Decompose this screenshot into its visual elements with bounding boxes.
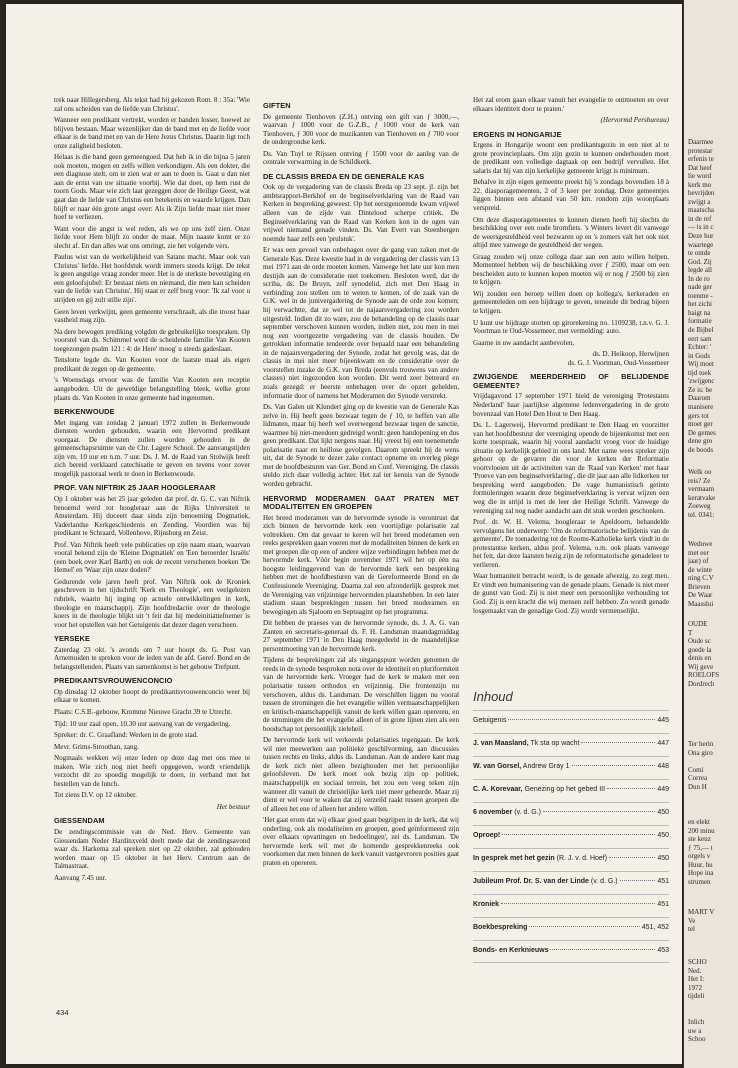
article-paragraph: 's Woensdags ervoor was de familie Van Kooten een receptie aangeboden. Uit de geweldige belangstelling bleek, welke grote plaats ds. Van Kooten in onze gemeente had ingenomen. <box>54 376 250 402</box>
adjacent-page-line: ƒ 75,— t <box>688 843 713 852</box>
article-heading: GIESSENDAM <box>54 816 105 826</box>
column-middle <box>263 96 459 870</box>
adjacent-page-line: dene gro <box>688 437 713 446</box>
adjacent-page-line: 1972 <box>688 983 702 992</box>
contents-list <box>473 710 669 963</box>
contents-entry <box>473 710 669 733</box>
article-paragraph: Waar humaniteit betracht wordt, is de genade afwezig, zo zegt men. Er vindt een humanisering van de genade plaats. Genade is niet meer de gunst van God. Zij is niet meer een persoonlijke verhouding tot God. Zij is een kracht die wij mensen zelf hebben. Zo wordt genade losgemaakt van de genadige God. Zij wordt vermenselijkt. <box>473 572 669 615</box>
adjacent-page-line: moet ger <box>688 420 713 429</box>
article-paragraph: Spreker: dr. C. Graafland: Werken in de grote stad. <box>54 731 199 740</box>
adjacent-page-line: keratvake <box>688 493 716 502</box>
adjacent-page-line: in Gods <box>688 351 710 360</box>
adjacent-page-line: Echter: ' <box>688 343 712 352</box>
contents-entry-label: Andrew Gray 1 <box>521 763 570 770</box>
contents-entry-title <box>473 740 579 747</box>
adjacent-page-line: tijd toek <box>688 368 712 377</box>
adjacent-page-line: Welk oo <box>688 468 712 476</box>
adjacent-page-line: ROELOFS <box>688 671 720 680</box>
article-paragraph: Wij zouden een beroep willen doen op kollega's, kerkeraden en gemeenteleden om een bijdrage te geven, teneinde dit bedrag bijeen te krijgen. <box>473 289 669 316</box>
contents-leader-dots <box>572 765 656 766</box>
contents-entry-label: Genezing op het gebed III <box>522 786 606 793</box>
contents-entry <box>473 756 669 779</box>
article-paragraph: Om deze diasporagemeentes te kunnen dienen heeft hij slechts de beschikking over een oude bromfiets. 's Winters levert dit vanwege de weersgesteldheid veel bezwaren op en 's zomers valt het ook niet altijd mee vanwege de gesteldheid der wegen. <box>473 215 669 250</box>
contents-entry-title <box>473 717 506 724</box>
adjacent-page-line: Correa <box>688 774 708 783</box>
article-paragraph: Plaats: C.S.B.-gebouw, Kromme Nieuwe Gracht 39 te Utrecht. <box>54 708 233 716</box>
adjacent-page-text-block <box>684 540 738 608</box>
contents-entry <box>473 871 669 894</box>
adjacent-page-text-block <box>684 1018 738 1044</box>
adjacent-page-line: haigt na <box>688 308 711 317</box>
article-paragraph: Aanvang 7.45 uur. <box>54 873 107 882</box>
adjacent-page-line: de boods <box>688 445 714 454</box>
contents-entry <box>473 733 669 756</box>
article-paragraph: trek naar Hillegersberg. Als tekst had hij gekozen Rom. 8 : 35a: 'Wie zal ons scheiden van de liefde van Christus'. <box>54 96 250 113</box>
contents-entry-title <box>473 763 570 770</box>
article-paragraph: Gedurende vele jaren heeft prof. Van Niftrik ook de Kroniek geschreven in het tijdschrift 'Kerk en Theologie', een veelgelezen rubriek, waarin hij inging op actuele ontwikkelingen in kerk, theologie en maatschappij. Zijn hoofdredactie over de theologie koers in de theologie blijkt uit 't feit dat hij medeinitiatiefnemer is voor het opstellen van het Getuigenis dat dezer dagen verscheen. <box>54 577 250 629</box>
article-paragraph: Het breed moderamen van de hervormde synode is verontrust dat zich binnen de hervormde kerk een voortijdige polarisatie zal voltrekken. Om dat gevaar te keren wil het breed moderamen een reeks gesprekken gaan voeren met de modaliteiten binnen de kerk en met groepen die op een of andere wijze verbindingen hebben met de hervormde kerk. Vóór begin november 1971 wil het op één na hoogste leidinggevend van de hervormde kerk een bespreking hebben met de hoofdbesturen van de Gereformeerde Bond en de Confessionele Vereniging. Daarna zal een afzonderlijk gesprek met de Vereniging van vrijzinnige hervormden plaatshebben. In een later stadium staan besprekingen tussen het breed moderamen en bewegingen als Sjaloom en Septuagint op het programma. <box>263 513 459 616</box>
adjacent-page-fragment <box>684 0 738 1068</box>
adjacent-page-line: Ter herin <box>688 740 714 748</box>
article-paragraph: Tot ziens D.V. op 12 oktober. <box>54 791 137 800</box>
adjacent-page-line: MART V <box>688 908 715 916</box>
adjacent-page-line: 200 minu <box>688 826 715 835</box>
contents-leader-dots <box>581 742 655 743</box>
contents-entry <box>473 825 669 848</box>
article-paragraph: Behalve in zijn eigen gemeente preekt hij 's zondags bovendien 18 à 22. diasporagemeenten, 2 of 3 keer per zondag. Deze gemeentjes liggen binnen een afstand van 50 km. rondom zijn woonplaats verspreid. <box>473 178 669 213</box>
article-heading: PREDIKANTSVROUWENCONCIO <box>54 676 173 686</box>
contents-entry-page: 451, 452 <box>641 924 669 931</box>
contents-leader-dots <box>620 880 656 881</box>
article-paragraph: Geen leven verkwijnt, geen gemeente verschraalt, als die troost haar vastheid mag zijn. <box>54 307 250 325</box>
adjacent-page-line: nade ger <box>688 283 712 292</box>
contents-entry-title <box>473 901 499 908</box>
contents-entry <box>473 917 669 940</box>
contents-entry-bold: Oproep! <box>473 832 501 839</box>
adjacent-page-line: en elekt <box>688 818 710 826</box>
adjacent-page-line: SCHO <box>688 958 707 966</box>
adjacent-page-line: Brieven <box>688 582 711 591</box>
article-paragraph: Prof. Van Niftrik heeft vele publicaties op zijn naam staan, waarvan vooral bekend zijn de 'Kleine Dogmatiek' en 'Een beroerder Israëls' (een boek over Karl Barth) en ook de recent verschenen boeken 'De Hemel' en 'Waar zijn onze doden?' <box>54 540 250 575</box>
contents-leader-dots <box>550 949 655 950</box>
adjacent-page-text-block <box>684 740 738 791</box>
adjacent-page-line: gers tot <box>688 411 709 420</box>
contents-leader-dots <box>607 788 655 789</box>
article-paragraph: Ook op de vergadering van de classis Breda op 23 sept. jl. zijn het ambtsrapport-Berkhof en de beginselverklaring van de Raad van Kerken in bespreking geweest. Op het eerstgenoemde kwam vrijwel alleen van de zijde van Dintelood scherpe critiek. De Beginselverklaring van de Raad van Kerken kon in de ogen van vrijwel niemand genade vinden. Ds. Van Evert van Steenbergen noemde haar zelfs een 'prulstuk'. <box>263 183 459 243</box>
adjacent-page-line: toenme - <box>688 291 713 300</box>
article-paragraph: Op 1 oktober was het 25 jaar geleden dat prof. dr. G. C. van Niftrik benoemd werd tot hoogleraar aan de Rijks Universiteit te Amsterdam. Hij doceert daar sinds zijn benoeming Dogmatiek, Vaderlandse Kerkgeschiedenis en Zending. Voordien was hij predikant te Schraard, Vollenhove, Rijnsburg en Zeist. <box>54 494 250 538</box>
article-heading: YERSEKE <box>54 634 91 644</box>
article-paragraph: Zaterdag 23 okt. 's avonds om 7 uur hoopt ds. G. Post van Arnemuiden te spreken voor de leden van de afd. Geref. Bond en de belangstellenden. Plaats van samenkomst is het gebouw Trefpunt. <box>54 645 250 671</box>
article-paragraph: 'Het gaat erom dat wij elkaar goed gaan begrijpen in de kerk, dat wij onderling, ook als modaliteiten en groepen, goed geïnformeerd zijn over elkaars opvattingen en bedoelingen', zei ds. Landsman. 'De hervormde kerk wil met de komende gesprekkenreeks ook voorkomen dat men binnen de kerk vanuit vastgevroren posities gaat praten en opereren. <box>263 816 459 867</box>
contents-entry-title <box>473 809 541 816</box>
contents-entry-label: (R. J. v. d. Hoef) <box>554 855 608 862</box>
article-signature: Het bestuur <box>216 802 250 811</box>
contents-entry-page: 453 <box>657 947 669 954</box>
article-paragraph: Want voor die angst is wel reden, als we op ons zelf zien. Onze liefde voor Hem blijft zo onder de maat. Mijn naaste komt er zo slecht af. En dan alles wat ons omringt, zie het volgende vers. <box>54 224 250 250</box>
adjacent-page-line: Ze is: be <box>688 385 713 394</box>
adjacent-page-line: Comi <box>688 765 704 774</box>
contents-entry-bold: 6 november <box>473 809 513 816</box>
article-paragraph: Gaarne in uw aandacht aanbevolen, <box>473 338 575 347</box>
adjacent-page-line: jaar) of <box>688 557 709 566</box>
article-heading: ERGENS IN HONGARIJE <box>473 129 562 139</box>
contents-entry-bold: Boekbespreking <box>473 924 528 931</box>
contents-entry-bold: C. A. Korevaar, <box>473 786 523 793</box>
article-paragraph: Op dinsdag 12 oktober hoopt de predikantsvrouwenconcio weer bij elkaar te komen. <box>54 687 250 705</box>
article-paragraph: De zendingscommissie van de Ned. Herv. Gemeente van Giessendam Neder Hardinxveld deelt mede dat de zendingsavond waar ds. Harkema zal spreken niet op 22 oktober, zal gehouden worden maar op 15 oktober in het Herv. Centrum aan de Talmastraat. <box>54 828 250 871</box>
adjacent-page-line: Ona giro <box>688 748 713 757</box>
adjacent-page-line: Daarom <box>688 394 711 403</box>
contents-entry-page: 445 <box>657 717 669 724</box>
article-paragraph: Met ingang van zondag 2 januari 1972 zullen in Berkenwoude diensten worden gehouden, waarin een Hervormd predikant voorgaat. De diensten zullen worden gehouden in de gemeenschapsruimte van de Chr. Lagere School. De aanvangstijden zijn vm. 10 uur en n.m. 7 uur. Ds. J. M. de Raad van Stolwijk heeft zich bereid verklaard catechisatie te geven en tevens voor zover mogelijk pastoraal werk te doen in Berkenwoude. <box>54 418 250 478</box>
article-paragraph: Ergens in Hongarije woont een predikantsgezin in een niet al te grote provincieplaats. Om zijn gezin te kunnen onderhouden moet de predikant een volledige dagtaak op een bedrijf vervullen. Het salaris dat hij van zijn kerkelijke gemeente krijgt is minimum. <box>473 141 669 175</box>
adjacent-page-line: orgels v <box>688 852 711 861</box>
magazine-page <box>6 4 682 1064</box>
adjacent-page-line: uw a <box>688 1026 702 1035</box>
adjacent-page-line: Hope ina <box>688 869 714 878</box>
contents-entry-page: 451 <box>657 878 669 885</box>
contents-entry <box>473 779 669 802</box>
contents-entry-page: 450 <box>657 809 669 816</box>
article-paragraph: Na dere bewogen prediking volgden de gebruikelijke toespraken. Op voorstel van ds. Schimmel werd de scheidende familie Van Kooten toegezongen psalm 121 : 4: de Here' moog' u steeds gadeslaan. <box>54 327 250 353</box>
adjacent-page-line: De Waar <box>688 591 713 600</box>
adjacent-page-line: Ned. <box>688 966 702 975</box>
contents-entry-page: 447 <box>657 740 669 747</box>
article-signature: ds. G. J. Voortman, Oud-Vossemeer <box>567 358 669 367</box>
adjacent-page-line: de winte <box>688 565 712 574</box>
article-paragraph: Vrijdagavond 17 september 1971 hield de vereniging 'Protestants Nederland' haar jaarlijkse algemene ledenvergadering in de grote bovenzaal van Hotel Den Hout te Den Haag. <box>473 392 669 418</box>
adjacent-page-line: ning C.V <box>688 574 714 583</box>
contents-leader-dots <box>543 811 655 812</box>
contents-entry-bold: In gesprek met het gezin <box>473 855 555 862</box>
contents-leader-dots <box>501 903 655 904</box>
article-signature: ds. D. Heikoop, Herwijnen <box>592 350 669 359</box>
adjacent-page-line: bevrijden <box>688 189 715 198</box>
adjacent-page-line: maatscha <box>688 206 715 215</box>
article-heading: HERVORMD MODERAMEN GAAT PRATEN MET MODALITEITEN EN GROEPEN <box>263 493 459 512</box>
adjacent-page-line: Maasslui <box>688 599 714 608</box>
article-paragraph: Ds. L. Lagerweij, Hervormd predikant te Den Haag en voorzitter van het hoofdbestuur der vereniging opende de bijeenkomst met een korte toespraak, waarin hij vooral aandacht vroeg voor de huidige situatie op kerkelijk gebied in ons land. Met name wees spreker zijn gehoor op de gevaren die voor de kerken der Reformatie voortvloeien uit de activiteiten van de 'Raad van Kerken' met haar 'Proeve van een beginselverklaring', die dit jaar aan alle lidkerken ter bespreking werd aangeboden. De vage humanistisch getinte formuleringen waarin deze beginselverklaring is vervat wijzen een weg die in strijd is met de leer der Heilige Schrift. Vanwege de vereniging zal nog nader aandacht aan dit stuk worden geschonken. <box>473 421 669 515</box>
adjacent-page-line: Schoo <box>688 1035 706 1044</box>
page-number: 434 <box>56 1008 69 1017</box>
adjacent-page-line: De gemes <box>688 428 716 437</box>
adjacent-page-line: goede la <box>688 645 712 654</box>
contents-entry-label: (v. d. G.) <box>512 809 541 816</box>
article-paragraph: Tijd: 10 uur zaal open, 10.30 uur aanvang van de vergadering. <box>54 719 231 728</box>
adjacent-page-text-block <box>684 620 738 688</box>
article-paragraph: Het zal erom gaan elkaar vanuit het evangelie te ontmoeten en over elkaars identiteit door te praten.' <box>473 96 669 113</box>
contents-entry <box>473 848 669 871</box>
adjacent-page-line: T <box>688 628 693 637</box>
contents-entry-label: Getuigenis <box>473 717 507 724</box>
article-paragraph: Er was een gevoel van onbehagen over de gang van zaken met de Generale Kas. Deze kwestie had in de vergadering der classis van 13 mei 1971 aan de orde moeten komen. Vanwege het late uur kon men destijds aan de consideratie niet toekomen. Besloten werd, dat de scriba, ds. De Bruyn, zelf synodelid, zich met Den Haag in verbinding zou stellen om te weten te komen, of de zaak van de G.K. wel in de junivergadering de Synode aan de orde zou komen; hij verwachtte, dat ze wel tot de najaarsvergadering zou worden uitgesteld. Indien dit zo ware, zou de behandeling op de classis naar september verschoven kunnen worden, indien niet, zou men in mei nog een voortgezette vergadering van de classis houden. De getrokken informatie tendeerde over bepaald naar een behandeling in de najaarsvergadering der Synode, zodat het gevolg was, dat de classis in mei niet meer bijeenkwam en de consideratie over de voorstellen inzake de G.K. van Breda (eenvuls trouwens van andere classes) niet ingezonden kon worden. Dit werd zeer betreurd en zoals gezegd: er heerste onbehagen over de opzet gehelden, informatie door of namens het Moderamen der Synode verstrekt. <box>263 246 459 400</box>
contents-entry-page: 450 <box>657 832 669 839</box>
article-paragraph: Nogmaals wekken wij onze leden op deze dag met ons mee te maken. Wie zich nog niet heeft opgegeven, wordt vriendelijk verzocht dit zo spoedig mogelijk te doen, in verband met het bestellen van de lunch. <box>54 754 250 788</box>
article-paragraph: De gemeente Tienhoven (Z.H.) ontving een gift van ƒ 3000,—, waarvan ƒ 1000 voor de G.Z.B., ƒ 1000 voor de kerk van Tienhoven, ƒ 300 voor de muzikanten van Tienhoven en ƒ 700 voor de ondergrondse kerk. <box>263 112 459 147</box>
contents-entry-page: 450 <box>657 855 669 862</box>
adjacent-page-line: denis en <box>688 654 712 663</box>
article-paragraph: Helaas is die band geen gemeengoed. Dat heb ik in die bijna 5 jaren ook moeten, mogen en zelfs willen verkondigen. Als een dokter, die een diagnose stelt, om te zien wat er aan te doen is. Gaat u dan niet aan de ernst van uw situatie voorbij. Wie dat doet, op hem rust de toorn Gods. Maar wie zich laat gezeggen door de Heilige Geest, wat gaat dan de liefde van Christus een betekenis en waarde krijgen. Dan blijft er naar één grote angst over: Als ik Zijn liefde maar niet meer hoef te verliezen. <box>54 153 250 222</box>
adjacent-page-line: de Bijbel <box>688 326 714 335</box>
adjacent-page-line: Dat heef <box>688 163 712 172</box>
article-paragraph: Prof. dr. W. H. Velema, hoogleraar te Apeldoorn, behandelde vervolgens het onderwerp: 'Om de reformatorische belijdenis van de gemeente'. De toenadering tot de Rooms-Katholieke kerk vindt in de protestantse kerken, aldus prof. Velema, o.m. ook plaats vanwege het feit, dat deze laatsten bezig zijn de reformatorische genadeleer te verlieren. <box>473 518 669 569</box>
article-signature: (Hervormd Persbureau) <box>600 116 669 125</box>
adjacent-page-line: waartege <box>688 240 714 249</box>
adjacent-page-text-block <box>684 138 738 454</box>
adjacent-page-line: kerk mo <box>688 180 712 189</box>
contents-entry-title <box>473 832 500 839</box>
adjacent-page-line: vermaam <box>688 485 715 494</box>
adjacent-page-line: — is in c <box>688 223 714 232</box>
contents-leader-dots <box>502 834 655 835</box>
contents-entry-bold: Kroniek <box>473 901 500 908</box>
article-paragraph: Ds. Van Galen uit Klundert ging op de kwestie van de Generale Kas zelve in. Hij heeft geen bezwaar tegen de ƒ 10, te heffen van alle lidmaten, maar hij heeft wel overwegend bezwaar tegen de sanctie, waarmee hij niet-meedoen gedreigd wordt: geen handopening en dus geen predikant. Dat lijkt nergens naar. Hij vreest bij een toenemende polarisatie naar en heillose gevolgen. Daarom spreekt hij de wens uit, dat de Synode te dezer zake contact opneme en overleg plege met de hoofdbesturen van Ger. Bond en Conf. Vereniging. De classis steldo zich daar volledig achter. Het zal ter kennis van de Synode worden gebracht. <box>263 403 459 488</box>
adjacent-page-line: eert sam <box>688 334 712 343</box>
adjacent-page-text-block <box>684 908 738 934</box>
contents-entry-page: 448 <box>657 763 669 770</box>
adjacent-page-line: In de ro <box>688 274 710 283</box>
adjacent-page-line: met eer <box>688 548 709 557</box>
adjacent-page-line: Dordrech <box>688 679 715 688</box>
adjacent-page-line: zwijgt a <box>688 197 711 206</box>
adjacent-page-line: Inlich <box>688 1018 705 1026</box>
article-paragraph: De hervormde kerk wil verkeerde polarisaties tegengaan. De kerk wil niet meewerken aan politieke geschilvorming, aan discussies tussen rechts en links, aldus ds. Landsman. Aan de andere kant mag de kerk zich niet alleen bezighouden met het persoonlijke geloofsleven. De kerk moet ook bezig zijn op politiek, maatschappelijk en sociaal terrein, het zou een veeg teken zijn wanneer dit vanuit de christelijke kerk niet meer gebeurde. Maar zij dient er wel voor te waken dat zij verzeild raakt tussen groepen die of alleen het ene of alleen het andere willen. <box>263 736 459 813</box>
article-heading: PROF. VAN NIFTRIK 25 JAAR HOOGLERAAR <box>54 483 216 493</box>
adjacent-page-line: 'zwijgenc <box>688 377 715 386</box>
adjacent-page-line: Wij moet <box>688 360 714 369</box>
contents-entry <box>473 894 669 917</box>
adjacent-page-line <box>684 757 738 766</box>
adjacent-page-line: formatie <box>688 317 712 326</box>
adjacent-page-line: Deze hur <box>688 232 714 241</box>
adjacent-page-line: Zoeweg <box>688 502 711 511</box>
article-paragraph: Ds. Van Tuyl te Rijssen ontving ƒ 1500 voor de aanleg van de centrale verwarming in de Schildkerk. <box>263 149 459 167</box>
article-paragraph: Tenslotte legde ds. Van Kooten voor de laatste maal als eigen predikant de zegen op de gemeente. <box>54 356 250 373</box>
contents-leader-dots <box>529 926 639 927</box>
article-paragraph: Wanneer een predikant vertrekt, worden er banden losser, hoewel ze blijven bestaan. Maar wezenlijker dan de band met en de liefde voor elkaar is de band met en van de Here Jezus Christus. Daarin ligt toch onze zaligheid besloten. <box>54 116 250 150</box>
contents-entry-label: Tk sta op wacht <box>528 740 580 747</box>
adjacent-page-line: tel <box>688 925 695 934</box>
contents-entry-bold: W. van Gorsel, <box>473 763 522 770</box>
adjacent-page-line: het zichi <box>688 300 712 309</box>
contents-entry-title <box>473 786 605 793</box>
adjacent-page-line: ste keuz <box>688 835 711 844</box>
adjacent-page-line: te ontde <box>688 249 711 258</box>
contents-entry-page: 449 <box>657 786 669 793</box>
article-heading: ZWIJGENDE MEERDERHEID OF BELIJDENDE GEMEENTE? <box>473 372 669 390</box>
contents-entry-page: 451 <box>657 901 669 908</box>
column-right <box>473 96 669 618</box>
contents-entry-label: (v. d. G.) <box>588 878 618 885</box>
article-heading: BERKENWOUDE <box>54 407 115 417</box>
adjacent-page-text-block <box>684 958 738 1001</box>
contents-entry-title <box>473 947 548 954</box>
contents-entry-bold: Jubileum Prof. Dr. S. van der Linde <box>473 878 589 885</box>
adjacent-page-line: Wij geve <box>688 662 714 671</box>
article-paragraph: Paulus wist van de werkelijkheid van Satans macht. Maar ook van Christus' liefde. Het hoofdstuk wordt immers steeds krijgt. De tekst is geen angstige vraag zonder meer. Het is de sterkste bevestiging en een geloofsjubel: Er bestaat niets en niemand, die men kan scheiden van de liefde van Christus'. Hij staat er zelf borg voor: 'Ik zal voor u strijden en gij zult stille zijn'. <box>54 253 250 305</box>
article-paragraph: U kunt uw bijdrage storten op girorekening no. 1109238, t.n.v. G. J. Voortman te Oud-Vossemeer, met vermelding: auto. <box>473 318 669 336</box>
adjacent-page-line: lie word <box>688 172 712 181</box>
contents-entry-bold: J. van Maasland, <box>473 740 529 747</box>
contents-entry-bold: Bonds- en Kerknieuws <box>473 947 549 954</box>
contents-leader-dots <box>609 857 655 858</box>
article-heading: DE CLASSIS BREDA EN DE GENERALE KAS <box>263 171 425 181</box>
adjacent-page-text-block <box>684 468 738 519</box>
adjacent-page-line: Daarmee <box>688 138 714 146</box>
table-of-contents <box>473 689 669 963</box>
article-paragraph: Tijdens de besprekingen zal als uitgangspunt worden genomen de reeds in de synode besproken nota over de identiteit en pluriformiteit van de hervormde kerk. Vroeger had de kerk te maken met een polarisatie tussen orthodox en vrijzinnig. Die frontenzijn nu verschoven, aldus ds. Landsman. De verschillen liggen nu vooral tussen de stromingen die het evangelie willen vermaatschappelijken en kritisch-maatschappelijk vanuit de kerk willen gaan opereren, en de stromingen die het evangelie alleen of in grote lijnen zien als een boodschap tot persoonlijk zieleheil. <box>263 656 459 733</box>
column-left <box>54 96 250 885</box>
adjacent-page-line: Huur, hu <box>688 860 713 869</box>
contents-entry-title <box>473 855 607 862</box>
contents-title: Inhoud <box>473 689 513 704</box>
contents-entry-title <box>473 878 618 885</box>
article-heading: GIFTEN <box>263 101 291 110</box>
adjacent-page-text-block <box>684 818 738 886</box>
adjacent-page-line: Weduwe <box>688 540 713 548</box>
article-paragraph: Graag zouden wij onze collega daar aan een auto willen helpen. Momenteel hebben wij de beschikking over ƒ 2500, maar om een bescheiden auto te kunnen kopen moeten wij er nog ƒ 2500 bij zien te krijgen. <box>473 252 669 287</box>
adjacent-page-line: Dun H <box>688 782 707 791</box>
adjacent-page-line: erfenis te <box>688 155 714 164</box>
article-paragraph: Dit hebben de praeses van de hervormde synode, ds. J. A. G. van Zanten en secretaris-generaal ds. F. H. Landsman maandagmiddag 27 september 1971 in Den Haag meegedeeld in de maandelijkse persontmoeting van de hervormde kerk. <box>263 619 459 653</box>
adjacent-page-line: tijdeli <box>688 992 705 1001</box>
contents-entry <box>473 940 669 963</box>
adjacent-page-line: reis? Ze <box>688 476 711 485</box>
adjacent-page-line: manisere <box>688 402 714 411</box>
adjacent-page-line: Het I: <box>688 975 705 984</box>
contents-entry-title <box>473 924 527 931</box>
adjacent-page-line: tel. 0341: <box>688 510 715 519</box>
adjacent-page-line: in de ref <box>688 214 712 223</box>
adjacent-page-line: strumen <box>688 877 711 886</box>
adjacent-page-line: God. Zij <box>688 257 712 266</box>
article-paragraph: Mevr. Grims-Stroothan, zang. <box>54 742 139 751</box>
contents-entry <box>473 802 669 825</box>
adjacent-page-line: Ve <box>688 916 696 925</box>
adjacent-page-line: Oude sc <box>688 637 711 646</box>
adjacent-page-line: protestar <box>688 146 713 155</box>
adjacent-page-line: legde all <box>688 266 712 275</box>
contents-leader-dots <box>508 719 655 720</box>
adjacent-page-line: OUDE <box>688 620 708 628</box>
